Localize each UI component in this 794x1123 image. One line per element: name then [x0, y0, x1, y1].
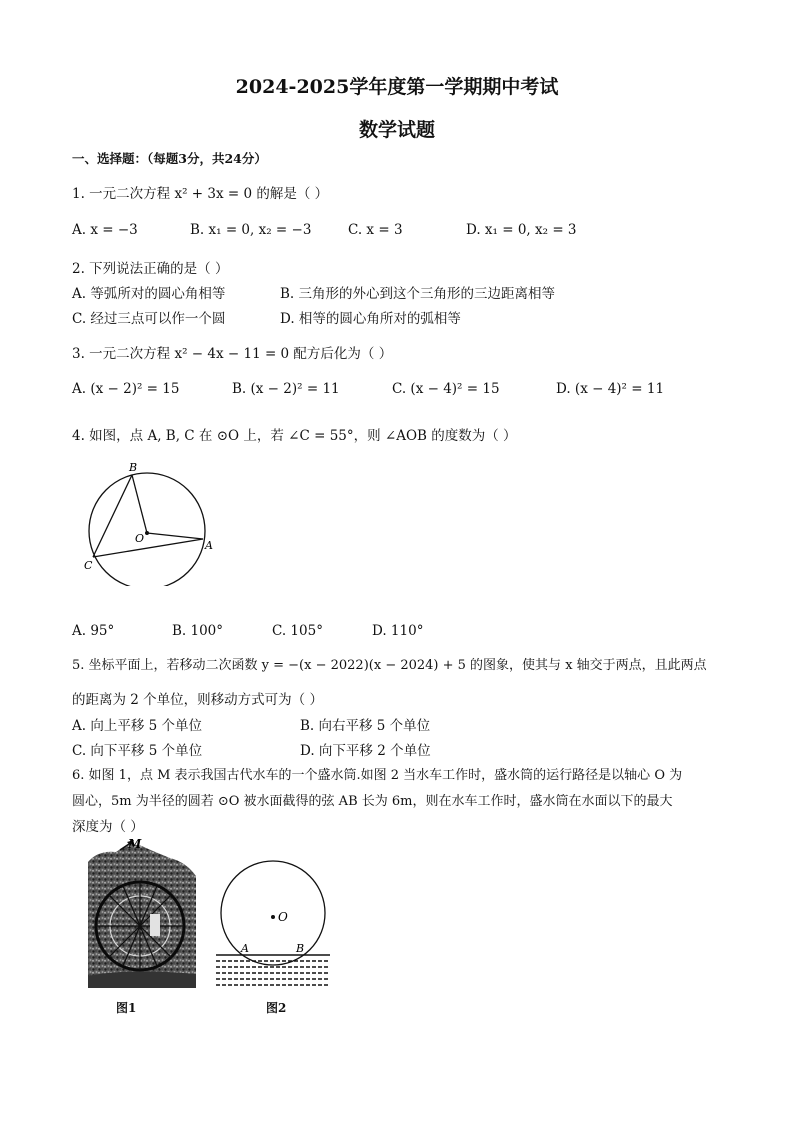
q4-option-b: B. 100°	[172, 623, 224, 639]
q4-option-d: D. 110°	[372, 623, 424, 639]
exam-subtitle: 数学试题	[358, 119, 435, 141]
photo-water	[88, 971, 196, 988]
q2-option-b: B. 三角形的外心到这个三角形的三边距离相等	[280, 286, 556, 302]
q5-option-a: A. 向上平移 5 个单位	[72, 718, 203, 734]
fig1-caption: 图1	[116, 1001, 137, 1015]
fig1-label-m: M	[128, 837, 142, 851]
fig2-label-a: A	[241, 942, 249, 955]
q5-option-d: D. 向下平移 2 个单位	[300, 743, 431, 759]
q1-option-b: B. x₁ = 0, x₂ = −3	[190, 222, 312, 238]
wheel-post	[150, 914, 160, 936]
q3-option-d: D. (x − 4)² = 11	[556, 381, 665, 397]
photo-scene	[88, 845, 196, 988]
q6-stem-line2: 圆心，5m 为半径的圆若 ⊙O 被水面截得的弦 AB 长为 6m，则在水车工作时，盛水筒在水面以下的最大	[72, 794, 673, 809]
q6-circle	[221, 861, 325, 965]
q5-option-b: B. 向右平移 5 个单位	[300, 718, 431, 734]
q4-label-c: C	[84, 559, 93, 572]
q5-stem-line2: 的距离为 2 个单位，则移动方式可为（ ）	[72, 692, 323, 708]
fig2-caption: 图2	[266, 1001, 287, 1015]
q2-option-a: A. 等弧所对的圆心角相等	[72, 286, 226, 302]
q2-stem: 2. 下列说法正确的是（ ）	[72, 261, 229, 277]
q4-radius-oa	[147, 533, 203, 539]
q4-label-o: O	[135, 532, 145, 545]
q4-option-c: C. 105°	[272, 623, 323, 639]
q4-label-a: A	[205, 539, 213, 552]
q1-option-d: D. x₁ = 0, x₂ = 3	[466, 222, 577, 238]
q1-stem: 1. 一元二次方程 x² + 3x = 0 的解是（ ）	[72, 186, 329, 202]
q5-option-c: C. 向下平移 5 个单位	[72, 743, 203, 759]
q3-stem: 3. 一元二次方程 x² − 4x − 11 = 0 配方后化为（ ）	[72, 346, 393, 362]
fig2-label-o: O	[278, 910, 288, 924]
q2-option-d: D. 相等的圆心角所对的弧相等	[280, 311, 461, 327]
q4-chord-bc	[93, 475, 132, 557]
waterwheel-photo	[86, 836, 198, 992]
q3-option-c: C. (x − 4)² = 15	[392, 381, 500, 397]
wheel-spokes	[96, 882, 184, 970]
q6-circle-figure	[214, 846, 334, 996]
q4-radius-ob	[132, 475, 147, 533]
q4-stem: 4. 如图，点 A, B, C 在 ⊙O 上，若 ∠C = 55°，则 ∠AOB 的度数为（ ）	[72, 428, 517, 444]
q4-chord-ca	[93, 539, 203, 557]
q6-center-dot	[271, 915, 275, 919]
q6-stem-line1: 6. 如图 1，点 M 表示我国古代水车的一个盛水筒.如图 2 当水车工作时，盛水筒的运行路径是以轴心 O 为	[72, 768, 683, 783]
q4-center-dot	[145, 531, 149, 535]
q5-stem-line1: 5. 坐标平面上，若移动二次函数 y = −(x − 2022)(x − 2024) + 5 的图象，使其与 x 轴交于两点，且此两点	[72, 658, 707, 673]
q4-option-a: A. 95°	[72, 623, 115, 639]
fig2-label-b: B	[296, 942, 305, 955]
q6-stem-line3: 深度为（ ）	[72, 819, 144, 835]
q3-option-b: B. (x − 2)² = 11	[232, 381, 340, 397]
exam-title: 2024-2025学年度第一学期期中考试	[235, 76, 559, 98]
q4-label-b: B	[129, 461, 138, 474]
q2-option-c: C. 经过三点可以作一个圆	[72, 311, 226, 327]
q1-option-a: A. x = −3	[72, 222, 138, 238]
q3-option-a: A. (x − 2)² = 15	[72, 381, 180, 397]
q1-option-c: C. x = 3	[348, 222, 403, 238]
q4-circle-figure	[78, 456, 228, 586]
section-heading: 一、选择题：（每题3分，共24分）	[72, 151, 267, 166]
